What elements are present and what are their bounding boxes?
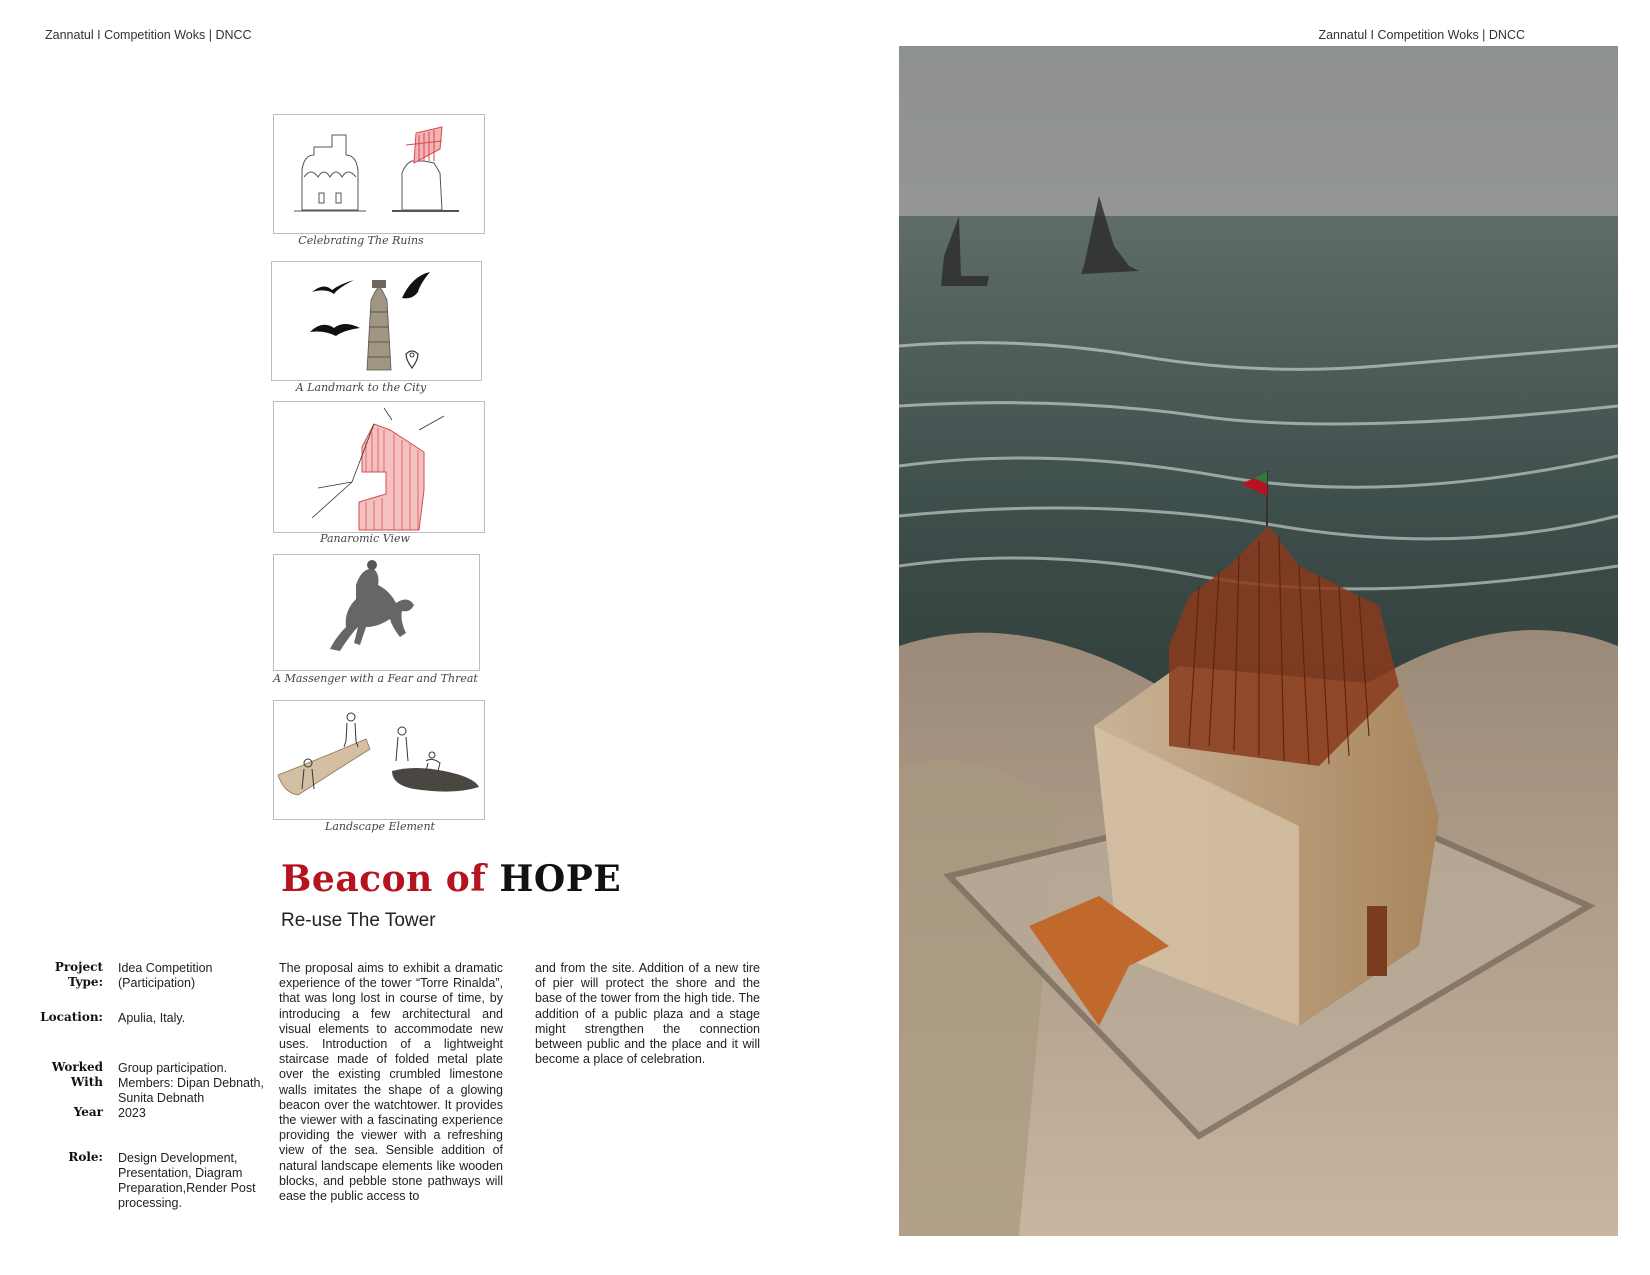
diagram-landmark — [271, 261, 482, 381]
worked-label-line2: With — [70, 1075, 103, 1089]
header-right: Zannatul I Competition Woks | DNCC — [1318, 28, 1525, 42]
role-value-line3: Preparation,Render Post — [118, 1181, 256, 1195]
project-title — [281, 858, 621, 900]
tower-ruin-sketch-icon — [274, 115, 484, 233]
location-value: Apulia, Italy. — [118, 1011, 186, 1025]
worked-with-value — [118, 1061, 278, 1106]
diagram-caption-4: A Massenger with a Fear and Threat — [273, 672, 478, 685]
project-type-value-line2: (Participation) — [118, 976, 196, 990]
diagram-landscape — [273, 700, 485, 820]
role-value — [118, 1151, 278, 1211]
role-label: Role: — [68, 1150, 103, 1164]
project-type-value-line1: Idea Competition — [118, 961, 213, 975]
worked-with-label — [8, 1060, 103, 1090]
header-left: Zannatul I Competition Woks | DNCC — [45, 28, 252, 42]
worked-value-line2: Members: Dipan Debnath, — [118, 1076, 264, 1090]
staircase-view-diagram-icon — [274, 402, 484, 532]
worked-label-line1: Worked — [51, 1060, 103, 1074]
landscape-figures-icon — [274, 701, 484, 819]
role-value-line4: processing. — [118, 1196, 182, 1210]
project-subtitle: Re-use The Tower — [281, 910, 436, 931]
project-type-label-line2: Type: — [67, 975, 103, 989]
tower-render-image — [899, 46, 1618, 1236]
lighthouse-birds-icon — [272, 262, 481, 380]
project-type-value — [118, 961, 278, 991]
diagram-caption-3: Panaromic View — [320, 532, 410, 545]
worked-value-line3: Sunita Debnath — [118, 1091, 205, 1105]
location-label: Location: — [40, 1010, 103, 1024]
year-label: Year — [73, 1105, 103, 1119]
project-type-label-line1: Project — [54, 960, 103, 974]
horse-rider-silhouette-icon — [274, 555, 479, 670]
worked-value-line1: Group participation. — [118, 1061, 228, 1075]
diagram-panoramic — [273, 401, 485, 533]
beacon-tower-render-icon — [899, 46, 1618, 1236]
description-column-2: and from the site. Addition of a new tire of pier will protect the shore and the base of the tower from the high tide. The addition of a public plaza and a stage might strengthen the connection between public and the place and it will become a place of celebration. — [535, 961, 760, 1067]
title-hope: HOPE — [499, 858, 622, 900]
title-beacon-of: Beacon of — [281, 858, 487, 900]
diagram-caption-1: Celebrating The Ruins — [298, 234, 424, 247]
description-column-1: The proposal aims to exhibit a dramatic experience of the tower “Torre Rinalda”, that was long lost in course of time, by introducing a few architectural and visual elements to accommodate new uses. Introduction of a lightweight staircase made of folded metal plate over the existing crumbled limestone walls imitates the shape of a glowing beacon over the watchtower. It provides the viewer with a fascinating experience providing the viewer with a refreshing view of the sea. Sensible addition of natural landscape elements like wooden blocks, and pebble stone pathways will ease the public access to — [279, 961, 503, 1204]
diagram-caption-2: A Landmark to the City — [295, 381, 427, 394]
project-type-label — [8, 960, 103, 990]
diagram-messenger — [273, 554, 480, 671]
year-value: 2023 — [118, 1106, 146, 1120]
diagram-celebrating-ruins — [273, 114, 485, 234]
diagram-caption-5: Landscape Element — [325, 820, 435, 833]
role-value-line2: Presentation, Diagram — [118, 1166, 243, 1180]
role-value-line1: Design Development, — [118, 1151, 238, 1165]
